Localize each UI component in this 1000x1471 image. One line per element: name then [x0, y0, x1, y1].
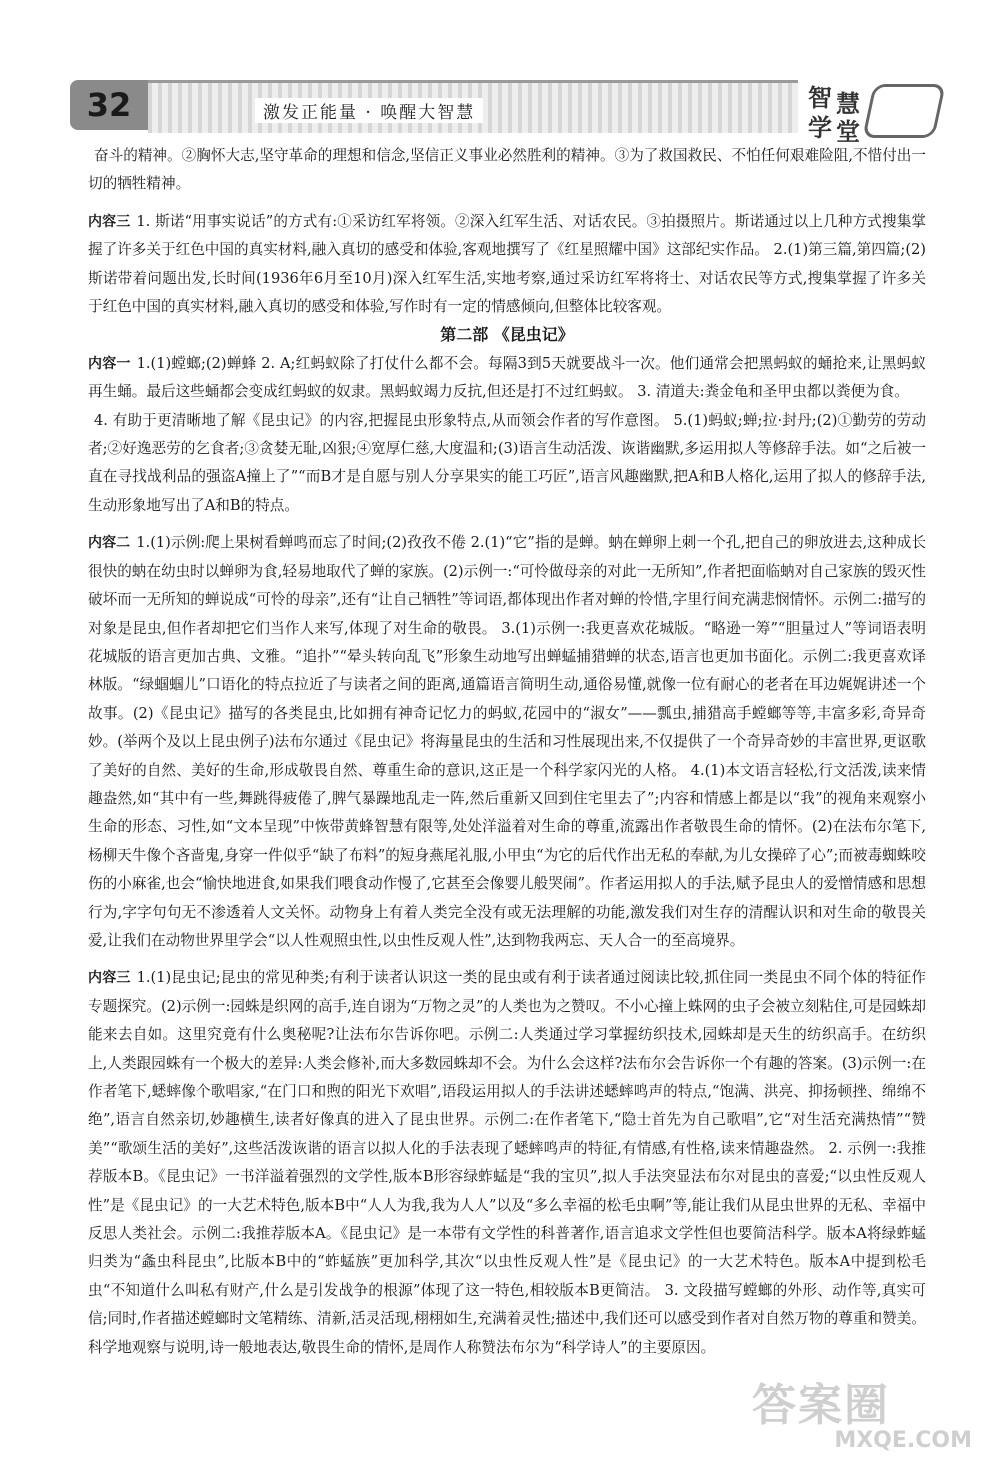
- paragraph-text: 1.(1)昆虫记;昆虫的常见种类;有利于读者认识这一类的昆虫或有利于读者通过阅读比较,抓住同一类昆虫不同个体的特征作专题探究。(2)示例一:园蛛是织网的高手,连自诩为“万物之灵”的人类也为之赞叹。不小心撞上蛛网的虫子会被立刻粘住,可是园蛛却能来去自如。这里究竟有什么奥秘呢?让法布尔告诉你吧。示例二:人类通过学习掌握纺织技术,园蛛却是天生的纺织高手。在纺织上,人类跟园蛛有一个极大的差异:人类会修补,而大多数园蛛却不会。为什么会这样?法布尔会告诉你一个有趣的答案。(3)示例一:在作者笔下,蟋蟀像个歌唱家,“在门口和煦的阳光下欢唱”,语段运用拟人的手法讲述蟋蟀鸣声的特点,“饱满、洪亮、抑扬顿挫、绵绵不绝”,语言自然亲切,妙趣横生,读者好像真的进入了昆虫世界。示例二:在作者笔下,“隐士首先为自己歌唱”,它“对生活充满热情”“赞美”“歌颂生活的美好”,这些活泼诙谐的语言以拟人化的手法表现了蟋蟀鸣声的特征,有情感,有性格,读来情趣盎然。 2. 示例一:我推荐版本B。《昆虫记》一书洋溢着强烈的文学性,版本B形容绿蚱蜢是“我的宝贝”,拟人手法突显法布尔对昆虫的喜爱;“以虫性反观人性”是《昆虫记》的一大艺术特色,版本B中“人人为我,我为人人”以及“多么幸福的松毛虫啊”等,能让我们从昆虫世界的无私、幸福中反思人类社会。示例二:我推荐版本A。《昆虫记》是一本带有文学性的科普著作,语言追求文学性但也要简洁科学。版本A将绿蚱蜢归类为“螽虫科昆虫”,比版本B中的“蚱蜢族”更加科学,其次“以虫性反观人性”是《昆虫记》的一大艺术特色。版本A中提到松毛虫“不知道什么叫私有财产,什么是引发战争的根源”体现了这一特色,相较版本B更简洁。 3. 文段描写螳螂的外形、动作等,真实可信;同时,作者描述螳螂时文笔精练、清新,活灵活现,栩栩如生,充满着灵性;描述中,我们还可以感受到作者对自然万物的尊重和赞美。科学地观察与说明,诗一般地表达,敬畏生命的情怀,是周作人称赞法布尔为“科学诗人”的主要原因。: [88, 969, 927, 1356]
- page-number: 32: [86, 86, 132, 124]
- paragraph-lead: 内容三: [88, 970, 131, 987]
- paragraph: [88, 407, 926, 521]
- brand-char-1: 智: [808, 83, 832, 112]
- paragraph-text: 1.(1)螳螂;(2)蝉蜂 2. A;红蚂蚁除了打仗什么都不会。每隔3到5天就要战斗一次。他们通常会把黑蚂蚁的蛹抢来,让黑蚂蚁再生蛹。最后这些蛹都会变成红蚂蚁的奴隶。黑蚂蚁竭力反抗,但还是打不过红蚂蚁。 3. 清道夫:粪金龟和圣甲虫都以粪便为食。: [88, 354, 927, 401]
- paragraph-lead: 内容三: [88, 213, 131, 230]
- brand-char-4: 堂: [836, 117, 860, 146]
- answer-body: [88, 142, 926, 1362]
- paragraph: [88, 208, 926, 322]
- paragraph-text: 1.(1)示例:爬上果树看蝉鸣而忘了时间;(2)孜孜不倦 2.(1)“它”指的是蝉。蚋在蝉卵上刺一个孔,把自己的卵放进去,这种成长很快的蚋在幼虫时以蝉卵为食,轻易地取代了蝉的家族。(2)示例一:“可怜做母亲的对此一无所知”,作者把面临蚋对自己家族的毁灭性破坏而一无所知的蝉说成“可怜的母亲”,还有“让自己牺牲”等词语,都体现出作者对蝉的怜惜,字里行间充满悲悯情怀。示例二:描写的对象是昆虫,但作者却把它们当作人来写,体现了对生命的敬畏。 3.(1)示例一:我更喜欢花城版。“略逊一筹”“胆量过人”等词语表明花城版的语言更加古典、文雅。“追扑”“晕头转向乱飞”形象生动地写出蝉蜢捕猎蝉的状态,语言也更加书面化。示例二:我更喜欢译林版。“绿蝈蝈儿”口语化的特点拉近了与读者之间的距离,通篇语言简明生动,通俗易懂,就像一位有耐心的老者在耳边娓娓讲述一个故事。(2)《昆虫记》描写的各类昆虫,比如拥有神奇记忆力的蚂蚁,花园中的“淑女”——瓢虫,捕猎高手螳螂等等,丰富多彩,奇异奇妙。(举两个及以上昆虫例子)法布尔通过《昆虫记》将海量昆虫的生活和习性展现出来,不仅提供了一个奇异奇妙的丰富世界,更讴歌了美好的自然、美好的生命,形成敬畏自然、尊重生命的意识,这正是一个科学家闪光的人格。 4.(1)本文语言轻松,行文活泼,读来情趣盎然,如“其中有一些,舞跳得疲倦了,脾气暴躁地乱走一阵,然后重新又回到住宅里去了”;内容和情感上都是以“我”的视角来观察小生命的形态、习性,如“文本呈现”中恢带黄蜂智慧有限等,处处洋溢着对生命的尊重,流露出作者敬畏生命的情怀。(2)在法布尔笔下,杨柳天牛像个吝啬鬼,身穿一件似乎“缺了布料”的短身燕尾礼服,小甲虫“为它的后代作出无私的奉献,为儿女操碎了心”;而被毒蜘蛛咬伤的小麻雀,也会“愉快地进食,如果我们喂食动作慢了,它甚至会像婴儿般哭闹”。作者运用拟人的手法,赋予昆虫人的爱憎情感和思想行为,字字句句无不渗透着人文关怀。动物身上有着人类完全没有或无法理解的功能,激发我们对生存的清醒认识和对生命的敬畏关爱,让我们在动物世界里学会“以人性观照虫性,以虫性反观人性”,达到物我两忘、天人合一的至高境界。: [88, 534, 927, 949]
- paragraph-text: 4. 有助于更清晰地了解《昆虫记》的内容,把握昆虫形象特点,从而领会作者的写作意图。 5.(1)蚂蚁;蝉;拉·封丹;(2)①勤劳的劳动者;②好逸恶劳的乞食者;③贪婪无耻,凶狠;④宽厚仁慈,大度温和;(3)语言生动活泼、诙谐幽默,多运用拟人等修辞手法。如“之后被一直在寻找战利品的强盗A撞上了”“而B才是自愿与别人分享果实的能工巧匠”,语言风趣幽默,把A和B人格化,运用了拟人的修辞手法,生动形象地写出了A和B的特点。: [88, 411, 926, 514]
- paragraph: [88, 350, 926, 407]
- paragraph-text: 1. 斯诺“用事实说话”的方式有:①采访红军将领。②深入红军生活、对话农民。③拍摄照片。斯诺通过以上几种方式搜集掌握了许多关于红色中国的真实材料,融入真切的感受和体验,客观地撰写了《红星照耀中国》这部纪实作品。 2.(1)第三篇,第四篇;(2)斯诺带着问题出发,长时间(1936年6月至10月)深入红军生活,实地考察,通过采访红军将将士、对话农民等方式,搜集掌握了许多关于红色中国的真实材料,融入真切的感受和体验,写作时有一定的情感倾向,但整体比较客观。: [88, 212, 927, 316]
- paragraph-lead: 内容一: [88, 355, 131, 372]
- watermark-url: MXQE.COM: [834, 1428, 972, 1453]
- brand-char-3: 学: [808, 113, 832, 142]
- paragraph-text: 奋斗的精神。②胸怀大志,坚守革命的理想和信念,坚信正义事业必然胜利的精神。③为了救国救民、不怕任何艰难险阻,不惜付出一切的牺牲精神。: [88, 147, 926, 193]
- paragraph: [88, 142, 926, 199]
- page-header: [0, 0, 1000, 146]
- page-number-badge: [70, 80, 148, 130]
- brand-char-2: 慧: [836, 89, 860, 118]
- header-slogan: 激发正能量 · 唤醒大智慧: [255, 98, 483, 123]
- paragraph-lead: 内容二: [88, 535, 131, 552]
- brand-swirl-icon: [862, 84, 945, 138]
- watermark: [752, 1369, 972, 1453]
- paragraph: [88, 529, 926, 955]
- watermark-text: 答案圈: [752, 1380, 890, 1431]
- section-title: 第二部 《昆虫记》: [440, 325, 574, 345]
- paragraph: [88, 964, 926, 1362]
- brand-logo: [808, 78, 938, 146]
